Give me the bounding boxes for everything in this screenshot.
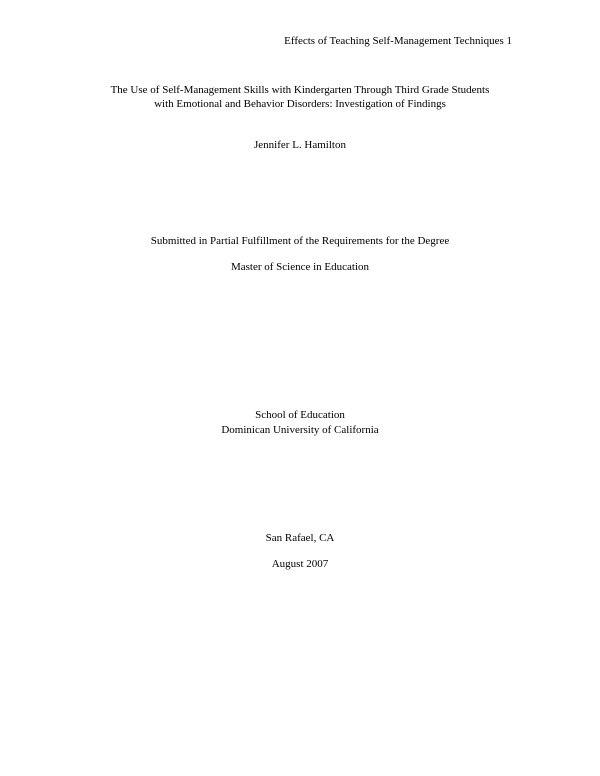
running-head: Effects of Teaching Self-Management Techniques 1	[284, 35, 512, 47]
thesis-title-line-2: with Emotional and Behavior Disorders: Investigation of Findings	[154, 98, 446, 111]
location: San Rafael, CA	[265, 532, 335, 544]
submission-date: August 2007	[271, 558, 329, 570]
submission-statement: Submitted in Partial Fulfillment of the Requirements for the Degree	[150, 235, 450, 247]
thesis-title-line-1: The Use of Self-Management Skills with Kindergarten Through Third Grade Students	[110, 84, 490, 96]
thesis-title	[0, 83, 600, 112]
author-name: Jennifer L. Hamilton	[254, 139, 346, 151]
university-name: Dominican University of California	[221, 424, 379, 436]
school-name: School of Education	[255, 409, 345, 421]
degree-name: Master of Science in Education	[230, 261, 370, 273]
